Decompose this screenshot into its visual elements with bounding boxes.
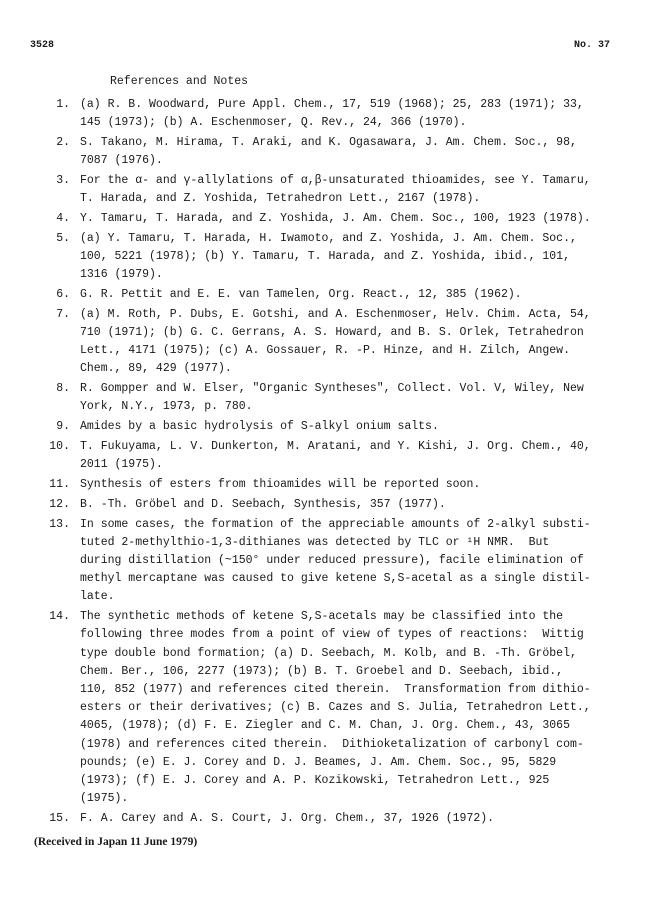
reference-line: (a) Y. Tamaru, T. Harada, H. Iwamoto, and Z. Yoshida, J. Am. Chem. Soc., <box>80 231 577 245</box>
reference-number: 8. <box>56 382 70 396</box>
reference-line: during distillation (~150° under reduced pressure), facile elimination of <box>80 554 584 567</box>
references-list <box>28 96 628 830</box>
reference-line: Chem. Ber., 106, 2277 (1973); (b) B. T. Groebel and D. Seebach, ibid., <box>80 664 564 678</box>
reference-item <box>28 134 628 170</box>
reference-number: 11. <box>49 478 70 491</box>
reference-line: T. Fukuyama, L. V. Dunkerton, M. Aratani, and Y. Kishi, J. Org. Chem., 40, <box>80 440 591 453</box>
reference-item <box>28 516 628 607</box>
reference-line: Synthesis of esters from thioamides will be reported soon. <box>80 478 481 491</box>
reference-number: 9. <box>56 420 70 434</box>
reference-line: B. -Th. Gröbel and D. Seebach, Synthesis, 357 (1977). <box>80 497 446 511</box>
reference-number: 5. <box>56 231 70 245</box>
issue-number: No. 37 <box>573 40 610 51</box>
reference-line: (a) M. Roth, P. Dubs, E. Gotshi, and A. Eschenmoser, Helv. Chim. Acta, 54, <box>80 307 591 321</box>
reference-line: In some cases, the formation of the appreciable amounts of 2-alkyl substi- <box>80 517 591 531</box>
reference-line: (1975). <box>80 792 129 806</box>
page-header <box>30 40 610 56</box>
reference-line: esters or their derivatives; (c) B. Cazes and S. Julia, Tetrahedron Lett., <box>80 701 591 715</box>
reference-item <box>28 496 628 514</box>
reference-line: Chem., 89, 429 (1977). <box>80 362 232 376</box>
reference-number: 6. <box>56 288 70 301</box>
reference-number: 7. <box>56 307 70 321</box>
reference-line: (1973); (f) E. J. Corey and A. P. Kozikowski, Tetrahedron Lett., 925 <box>80 774 550 788</box>
reference-number: 2. <box>56 136 70 149</box>
reference-line: The synthetic methods of ketene S,S-acetals may be classified into the <box>80 610 564 624</box>
section-title: References and Notes <box>110 75 249 88</box>
reference-item <box>28 810 628 828</box>
reference-number: 13. <box>49 517 70 531</box>
reference-line: R. Gompper and W. Elser, "Organic Syntheses", Collect. Vol. V, Wiley, New <box>80 382 584 396</box>
reference-number: 4. <box>56 212 70 225</box>
reference-line: S. Takano, M. Hirama, T. Araki, and K. Ogasawara, J. Am. Chem. Soc., 98, <box>80 136 577 149</box>
reference-line: Y. Tamaru, T. Harada, and Z. Yoshida, J. Am. Chem. Soc., 100, 1923 (1978). <box>80 212 591 225</box>
reference-line: Amides by a basic hydrolysis of S-alkyl onium salts. <box>80 420 439 434</box>
reference-item <box>28 210 628 228</box>
reference-number: 1. <box>56 98 70 111</box>
reference-item <box>28 230 628 285</box>
reference-number: 14. <box>49 610 70 624</box>
reference-line: York, N.Y., 1973, p. 780. <box>80 400 253 414</box>
reference-number: 12. <box>49 497 70 511</box>
reference-line: (1978) and references cited therein. Dithioketalization of carbonyl com- <box>80 737 584 751</box>
reference-item <box>28 476 628 494</box>
reference-line: For the α- and γ-allylations of α,β-unsaturated thioamides, see Y. Tamaru, <box>80 174 591 187</box>
reference-item <box>28 418 628 436</box>
reference-line: 110, 852 (1977) and references cited therein. Transformation from dithio- <box>80 683 591 697</box>
reference-item <box>28 306 628 379</box>
reference-line: type double bond formation; (a) D. Seebach, M. Kolb, and B. -Th. Gröbel, <box>80 646 577 660</box>
page-number: 3528 <box>30 40 55 51</box>
reference-line: following three modes from a point of view of types of reactions: Wittig <box>80 628 584 642</box>
reference-line: pounds; (e) E. J. Corey and D. J. Beames, J. Am. Chem. Soc., 95, 5829 <box>80 755 557 769</box>
reference-item <box>28 438 628 474</box>
reference-line: 100, 5221 (1978); (b) Y. Tamaru, T. Harada, and Z. Yoshida, ibid., 101, <box>80 250 570 263</box>
reference-line: 1316 (1979). <box>80 268 163 282</box>
reference-line: F. A. Carey and A. S. Court, J. Org. Chem., 37, 1926 (1972). <box>80 812 495 826</box>
reference-line: T. Harada, and Z. Yoshida, Tetrahedron Lett., 2167 (1978). <box>80 192 481 206</box>
reference-item <box>28 172 628 208</box>
reference-item <box>28 380 628 416</box>
reference-line: Lett., 4171 (1975); (c) A. Gossauer, R. -P. Hinze, and H. Zilch, Angew. <box>80 344 570 358</box>
reference-line: tuted 2-methylthio-1,3-dithianes was detected by TLC or ¹H NMR. But <box>80 535 550 549</box>
reference-line: 145 (1973); (b) A. Eschenmoser, Q. Rev., 24, 366 (1970). <box>80 116 467 130</box>
reference-number: 15. <box>49 812 70 826</box>
reference-line: 7087 (1976). <box>80 154 163 168</box>
reference-line: 2011 (1975). <box>80 458 163 472</box>
reference-line: late. <box>80 590 115 604</box>
received-note: (Received in Japan 11 June 1979) <box>34 836 198 848</box>
reference-line: methyl mercaptane was caused to give ketene S,S-acetal as a single distil- <box>80 572 591 586</box>
reference-item <box>28 608 628 808</box>
reference-number: 3. <box>56 174 70 187</box>
reference-line: 710 (1971); (b) G. C. Gerrans, A. S. Howard, and B. S. Orlek, Tetrahedron <box>80 326 584 339</box>
reference-item <box>28 286 628 304</box>
reference-line: (a) R. B. Woodward, Pure Appl. Chem., 17, 519 (1968); 25, 283 (1971); 33, <box>80 98 584 111</box>
reference-line: G. R. Pettit and E. E. van Tamelen, Org. React., 12, 385 (1962). <box>80 288 522 301</box>
reference-number: 10. <box>49 440 70 453</box>
reference-line: 4065, (1978); (d) F. E. Ziegler and C. M. Chan, J. Org. Chem., 43, 3065 <box>80 719 570 733</box>
reference-item <box>28 96 628 132</box>
